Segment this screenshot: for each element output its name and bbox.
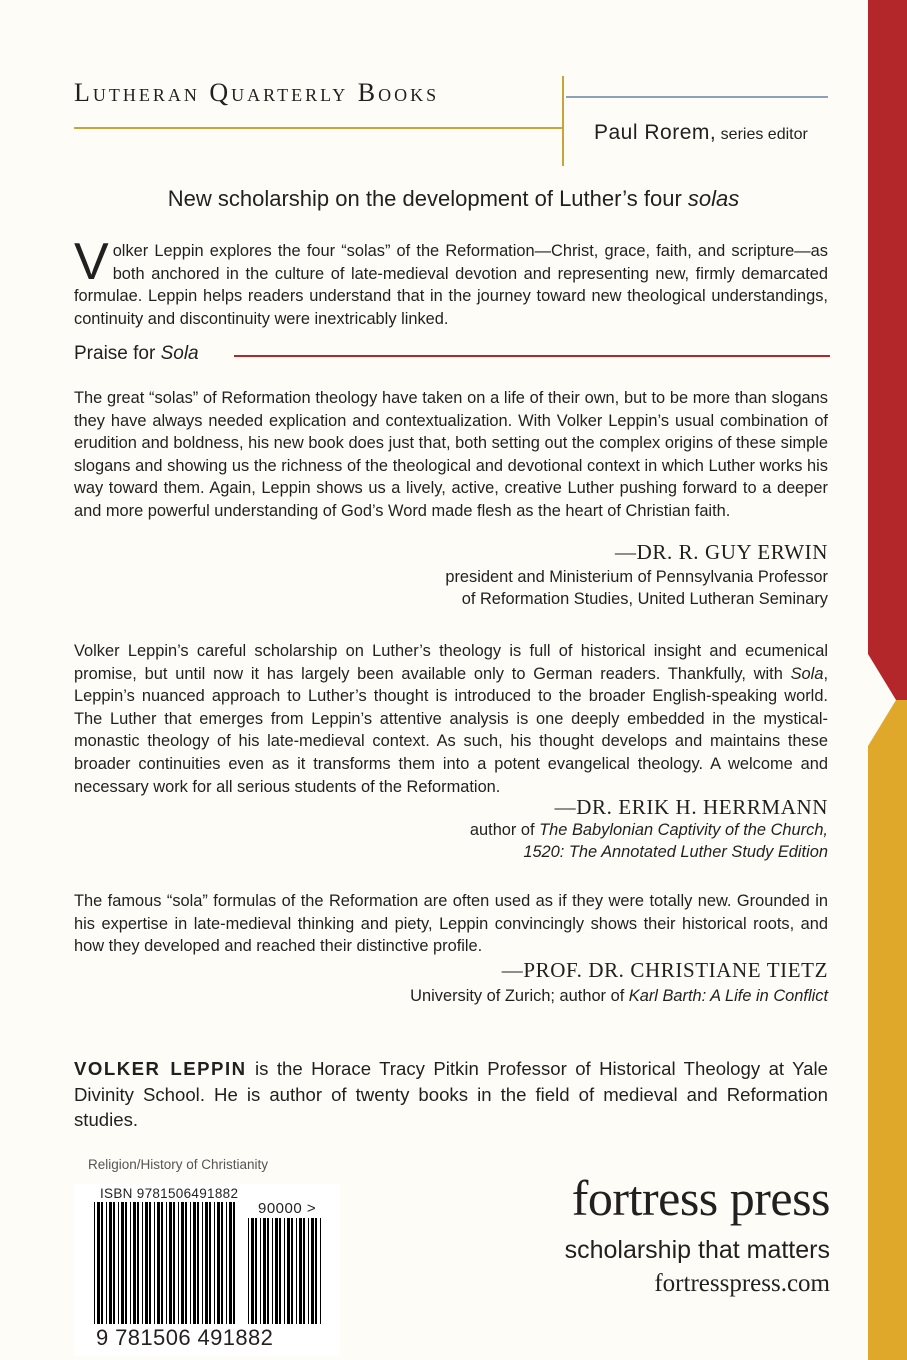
affiliation-3-title: Karl Barth: A Life in Conflict [628, 987, 828, 1005]
affiliation-2-title-1: The Babylonian Captivity of the Church, [539, 821, 828, 839]
bio-text: is the Horace Tracy Pitkin Professor of Historical Theology at Yale Divinity School. He is author of twenty books in the field of medieval and Reformation studies. [74, 1058, 828, 1130]
price-code: 90000 > [258, 1200, 317, 1217]
isbn-label: ISBN 9781506491882 [100, 1186, 239, 1201]
author-bio [74, 1056, 828, 1133]
category-label: Religion/History of Christianity [88, 1157, 269, 1172]
endorsement-affiliation-2b: 1520: The Annotated Luther Study Edition [523, 843, 828, 861]
tagline [0, 186, 907, 212]
header-rule-blue [566, 96, 828, 98]
drop-cap: V [74, 233, 109, 291]
quote-2-text-a: Volker Leppin’s careful scholarship on Luther’s theology is full of historical insight and ecumenical promise, but until now it has largely been available only to German readers. Thankfully, with [74, 642, 828, 683]
publisher-name: fortress press [571, 1170, 830, 1226]
addon-barcode-icon [246, 1218, 324, 1324]
endorsement-author-2: —DR. ERIK H. HERRMANN [554, 795, 828, 819]
endorsement-quote-3: The famous “sola” formulas of the Reformation are often used as if they were totally new. Grounded in his expertise in late-medieval thinking and piety, Leppin convincingly shows their historical roots, and how they developed and reached their distinctive profile. [74, 892, 828, 956]
red-edge-band [868, 0, 907, 700]
gold-edge-band [868, 700, 907, 1360]
endorsement-author-3: —PROF. DR. CHRISTIANE TIETZ [501, 958, 828, 982]
praise-heading [74, 343, 199, 365]
affiliation-3-prefix: University of Zurich; author of [410, 987, 629, 1005]
publisher-website: fortresspress.com [654, 1270, 830, 1297]
quote-2-text-b: , Leppin’s nuanced approach to Luther’s thought is introduced to the broader English-speaking world. The Luther that emerges from Leppin’s attentive analysis is one deeply embedded in the mystical-monastic theology of his late-medieval context. As such, his thought develops and maintains these broader continuities even as it transforms them into a potent evangelical theology. A welcome and necessary work for all serious students of the Reformation. [74, 664, 828, 796]
endorsement-affiliation-3 [300, 985, 828, 1008]
barcode-icon [92, 1202, 238, 1324]
endorsement-author-1: —DR. R. GUY ERWIN [614, 540, 828, 564]
header-rule-gold [74, 127, 562, 129]
tagline-italic: solas [687, 186, 740, 211]
praise-heading-text: Praise for [74, 343, 161, 364]
praise-rule [234, 355, 830, 357]
affiliation-2-prefix: author of [469, 821, 540, 839]
editor-role: series editor [720, 126, 808, 143]
endorsement-affiliation-1b: of Reformation Studies, United Lutheran Seminary [461, 590, 828, 608]
intro-paragraph [74, 233, 828, 330]
praise-heading-italic: Sola [160, 343, 199, 364]
header-rule-vertical [562, 76, 564, 166]
band-notch [868, 654, 896, 746]
quote-2-italic: Sola [790, 664, 824, 683]
endorsement-affiliation-2a [300, 819, 828, 842]
tagline-text: New scholarship on the development of Luther’s four [167, 186, 688, 211]
intro-text: olker Leppin explores the four “solas” of the Reformation—Christ, grace, faith, and scripture—as both anchored in the culture of late-medieval devotion and representing new, firmly demarcated formulae. Leppin helps readers understand that in the journey toward new theological understandings, continuity and discontinuity were inextricably linked. [74, 242, 828, 328]
barcode-digits: 9 781506 491882 [96, 1325, 274, 1350]
endorsement-quote-1: The great “solas” of Reformation theology have taken on a life of their own, but to be more than slogans they have always needed explication and contextualization. With Volker Leppin’s usual combination of erudition and boldness, his new book does just that, both setting out the complex origins of these simple slogans and showing us the richness of the theological and devotional context in which Luther works his way toward them. Again, Leppin shows us a lively, active, creative Luther pushing forward to a deeper and more powerful understanding of God’s Word made flesh as the heart of Christian faith. [74, 389, 828, 520]
editor-name: Paul Rorem, [594, 121, 717, 144]
series-title: Lutheran Quarterly Books [74, 78, 440, 107]
endorsement-affiliation-1a: president and Ministerium of Pennsylvania Professor [445, 568, 828, 586]
series-editor [594, 121, 808, 145]
bio-author-name: VOLKER LEPPIN [74, 1058, 247, 1079]
endorsement-quote-2 [74, 640, 828, 798]
publisher-slogan: scholarship that matters [564, 1236, 830, 1264]
